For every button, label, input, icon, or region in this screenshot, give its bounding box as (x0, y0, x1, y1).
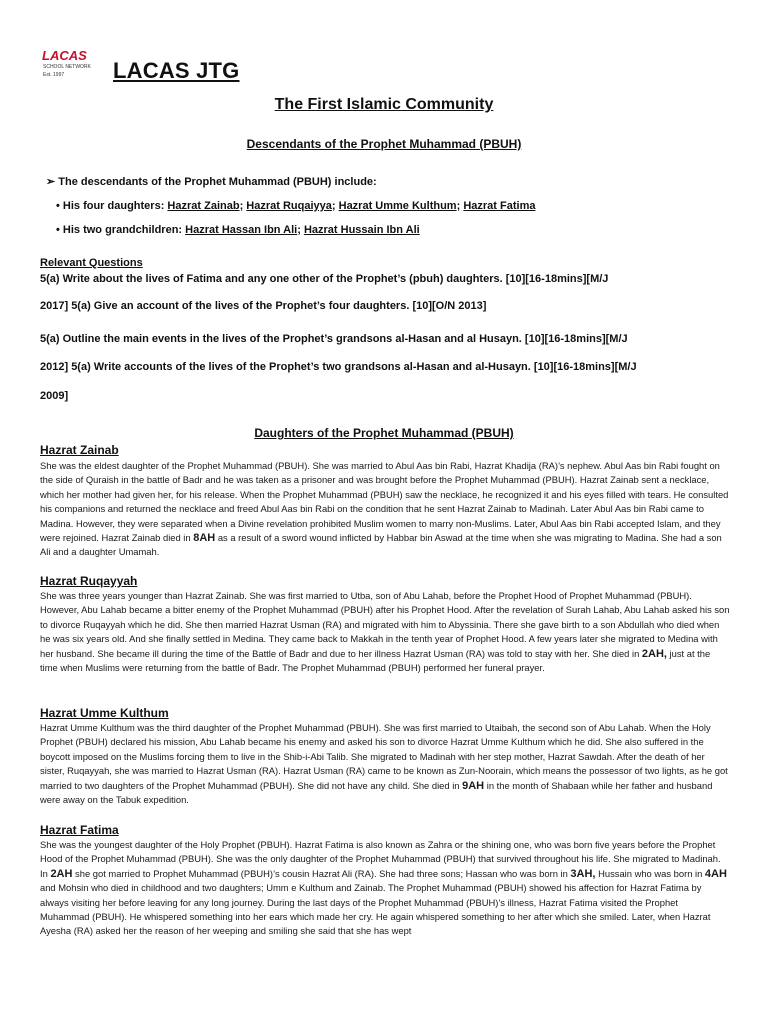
grandchildren-prefix: • His two grandchildren: (56, 224, 186, 236)
text-run: in the month of Shabaan while her father and husband were away on the Tabuk expedition. (40, 779, 713, 806)
text-run: She was the youngest daughter of the Holy Prophet (PBUH). Hazrat Fatima is also known as Zahra or the shining one, who was born five years before the Prophet Hood of the Prophet Muhammad (PBUH). She was the only daughter of the Prophet Muhammad (PBUH) that survived throughout his life. She migrated to Madinah. In (40, 839, 721, 879)
questions-heading: Relevant Questions (40, 257, 143, 269)
section-heading-kulthum: Hazrat Umme Kulthum (40, 706, 169, 720)
date-emphasis: 3AH, (570, 867, 596, 880)
text-run: as a result of a sword wound inflicted by Habbar bin Aswad at the time when she was migrating to Madina. She had a son Ali and a daughter Umamah. (40, 532, 722, 558)
separator: ; (331, 200, 339, 212)
page-title: The First Islamic Community (274, 96, 494, 113)
svg-text:LACAS: LACAS (42, 48, 87, 63)
intro-line (46, 175, 377, 188)
daughters-list (56, 200, 535, 212)
question-line: 5(a) Write about the lives of Fatima and any one other of the Prophet’s (pbuh) daughters. [10][16-18mins][M/J (40, 273, 609, 285)
section-text-zainab (40, 459, 730, 560)
daughters-heading: Daughters of the Prophet Muhammad (PBUH) (254, 426, 514, 440)
date-emphasis: 2AH (50, 867, 73, 880)
question-line: 2009] (40, 390, 69, 402)
section-heading-zainab: Hazrat Zainab (40, 443, 119, 457)
svg-text:Est. 1997: Est. 1997 (43, 72, 65, 78)
arrow-bullet-icon: ➢ (46, 176, 56, 188)
grandchildren-list (56, 224, 420, 236)
date-emphasis: 2AH, (641, 647, 667, 660)
section-text-kulthum (40, 721, 730, 807)
section-text-fatima (40, 838, 730, 939)
text-run: She was the eldest daughter of the Prophet Muhammad (PBUH). She was married to Abul Aas bin Rabi, Hazrat Khadija (RA)’s nephew. Abul Aas bin Rabi fought on the side of Quraish in the battle of Badr and he was taken as a prisoner and was brought before the Prophet Muhammad (PBUH). Hazrat Zainab sent a necklace, which her mother had given her, for his release. When the Prophet Muhammad (PBUH) saw the necklace, he recognized it and his eyes filled with tears. He consulted his companions and returned the necklace and freed Abul Aas bin Rabi on the condition that he sent Hazrat Zainab to Madinah. Later Abul Aas bin Rabi came to Madina. However, they were separated when a Divine revelation prohibited Muslim women to marry non-Muslims. Later, Abul Aas bin Rabi accepted Islam, and they were rejoined. Hazrat Zainab died in (40, 460, 729, 544)
text-run: She was three years younger than Hazrat Zainab. She was first married to Utba, son of Abu Lahab, before the Prophet Hood of Prophet Muhammad (PBUH). However, Abu Lahab became a bitter enemy of the Prophet Muhammad (PBUH) after his Prophet Hood. After the revelation of Surah Lahab, Abu Lahab asked his son to divorce Ruqayyah which he did. She then married Hazrat Usman (RA) and migrated with him to Abyssinia. There she gave birth to a son Abdullah who died when he was six years old. And she finally settled in Medina. They came back to Makkah in the tenth year of Prophet Hood. A few years later she migrated to Medina with her husband. She became ill during the time of the Battle of Badr and due to her illness Hazrat Usman (RA) was told to stay with her. She died in (40, 590, 730, 659)
daughters-prefix: • His four daughters: (56, 200, 168, 212)
daughter-link[interactable]: Hazrat Zainab (167, 200, 240, 212)
separator: ; (456, 200, 464, 212)
daughter-link[interactable]: Hazrat Umme Kulthum (338, 200, 457, 212)
section-subtitle: Descendants of the Prophet Muhammad (PBUH) (246, 137, 522, 151)
lacas-logo (40, 46, 100, 80)
text-run: Hazrat Umme Kulthum was the third daughter of the Prophet Muhammad (PBUH). She was first married to Utaibah, the second son of Abu Lahab. When the Holy Prophet (PBUH) declared his mission, Abu Lahab became his enemy and asked his son to divorce Hazrat Umme Kulthum which he did. She also suffered in the boycott imposed on the Muslims forcing them to live in the Shib-i-Abi Talib. She migrated to Madinah with her step mother, Hazrat Sawdah. After the death of her sister, Ruqayyah, she was married to Hazrat Usman (RA). Hazrat Usman (RA) came to be known as Zun-Noorain, which means the possessor of two lights, as he got married to two daughters of the Prophet Muhammad (PBUH). She did not have any child. She died in (40, 722, 728, 791)
text-run: just at the time when Muslims were returning from the battle of Badr. The Prophet Muhammad (PBUH) performed her funeral prayer. (40, 647, 711, 674)
daughter-link[interactable]: Hazrat Ruqaiyya (246, 200, 332, 212)
grandchild-link[interactable]: Hazrat Hassan Ibn Ali (185, 224, 298, 236)
text-run: she got married to Prophet Muhammad (PBUH)’s cousin Hazrat Ali (RA). She had three sons; Hassan who was born in (72, 867, 571, 879)
grandchild-link[interactable]: Hazrat Hussain Ibn Ali (303, 224, 420, 236)
separator: ; (239, 200, 247, 212)
text-run: Hussain who was born in (595, 867, 705, 879)
section-heading-ruqayyah: Hazrat Ruqayyah (40, 574, 138, 588)
daughter-link[interactable]: Hazrat Fatima (463, 200, 536, 212)
svg-text:SCHOOL NETWORK: SCHOOL NETWORK (43, 64, 91, 70)
intro-text: The descendants of the Prophet Muhammad (PBUH) include: (58, 176, 377, 188)
date-emphasis: 8AH (193, 532, 216, 545)
brand-title: LACAS JTG (113, 58, 240, 83)
section-heading-fatima: Hazrat Fatima (40, 823, 119, 837)
date-emphasis: 4AH (704, 867, 727, 880)
question-line: 2017] 5(a) Give an account of the lives of the Prophet’s four daughters. [10][O/N 2013] (40, 300, 487, 312)
date-emphasis: 9AH (462, 779, 485, 792)
text-run: and Mohsin who died in childhood and two daughters; Umm e Kulthum and Zainab. The Prophet Muhammad (PBUH) showed his affection for Hazrat Fatima by always visiting her before leaving for any long journey. During the last days of the Prophet Muhammad (PBUH)’s illness, Hazrat Fatima visited the Prophet Muhammad (PBUH). He whispered something into her ears which made her cry. He again whispered something to her after which she smiled. Later, when Hazrat Ayesha (RA) asked her the reason of her weeping and smiling she said that she has wept (40, 882, 711, 937)
separator: ; (297, 224, 304, 236)
question-line: 2012] 5(a) Write accounts of the lives of the Prophet’s two grandsons al-Hasan and al-Husayn. [10][16-18mins][M/J (40, 361, 637, 373)
question-line: 5(a) Outline the main events in the lives of the Prophet’s grandsons al-Hasan and al Husayn. [10][16-18mins][M/J (40, 333, 628, 345)
section-text-ruqayyah (40, 589, 730, 675)
